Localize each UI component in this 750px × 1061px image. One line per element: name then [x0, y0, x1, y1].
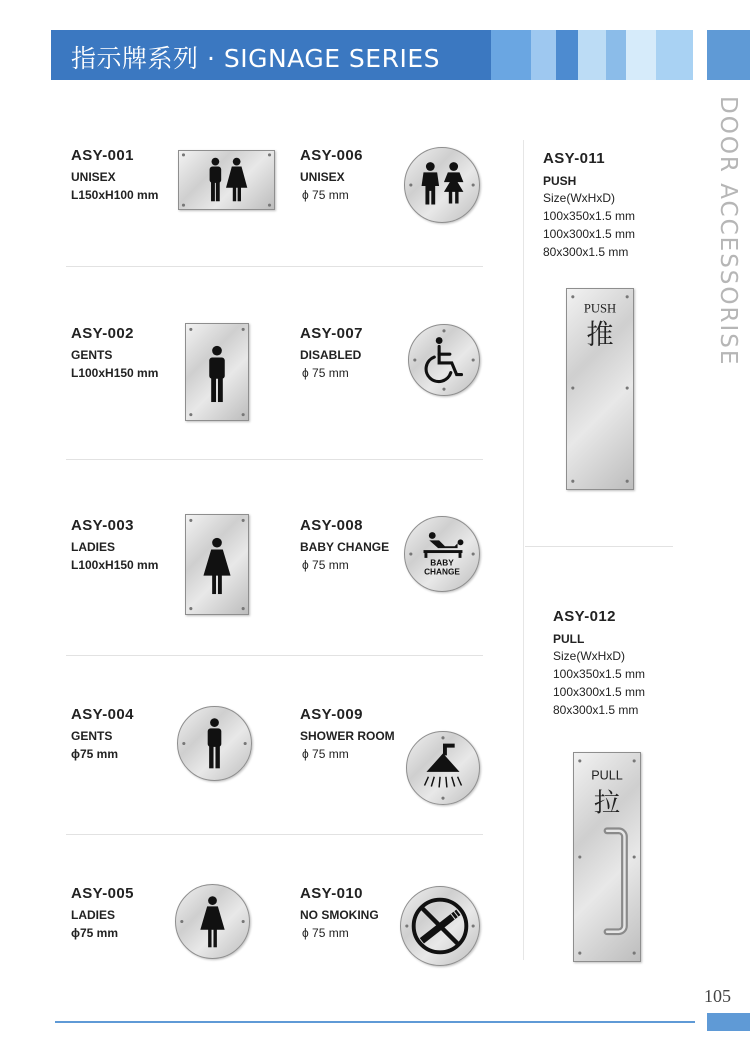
product-code: ASY-001 — [71, 147, 134, 164]
ladies-sign-plate — [185, 514, 249, 615]
gents-round-plate — [177, 706, 252, 781]
product-size: ϕ 75 mm — [302, 558, 349, 572]
header-stripe — [531, 30, 556, 80]
ladies-round-plate — [175, 884, 250, 959]
header-stripe — [626, 30, 656, 80]
product-name: PUSH — [543, 174, 577, 188]
product-size: ϕ75 mm — [71, 747, 119, 761]
plate-text: 推 — [586, 319, 614, 351]
no-smoking-icon — [401, 887, 479, 965]
product-name: BABY CHANGE — [300, 540, 390, 554]
product-size: 100x350x1.5 mm — [553, 667, 646, 681]
unisex-sign-plate — [178, 150, 275, 210]
page-title: 指示牌系列 · SIGNAGE SERIES — [71, 44, 441, 73]
product-size: 100x300x1.5 mm — [543, 227, 636, 241]
man-woman-icon — [179, 151, 274, 209]
header-stripe — [606, 30, 626, 80]
side-section-label: DOOR ACCESSORISE — [715, 96, 741, 367]
row-divider — [66, 834, 483, 835]
push-sign-icon — [567, 289, 633, 489]
product-size-label: Size(WxHxD) — [553, 649, 625, 663]
product-name: GENTS — [71, 348, 113, 362]
shower-icon — [407, 732, 479, 804]
product-name: LADIES — [71, 908, 116, 922]
product-size: L100xH150 mm — [71, 558, 159, 572]
product-size: 80x300x1.5 mm — [543, 245, 629, 259]
product-size: 100x300x1.5 mm — [553, 685, 646, 699]
product-code: ASY-003 — [71, 517, 134, 534]
plate-text: BABY — [430, 558, 454, 568]
header-stripe — [578, 30, 606, 80]
woman-icon — [186, 515, 248, 614]
baby-change-icon — [405, 517, 479, 591]
gents-sign-plate — [185, 323, 249, 421]
product-size: ϕ 75 mm — [302, 366, 349, 380]
push-plate — [566, 288, 634, 490]
product-code: ASY-004 — [71, 706, 134, 723]
product-code: ASY-002 — [71, 325, 134, 342]
no-smoking-round-plate — [400, 886, 480, 966]
product-code: ASY-007 — [300, 325, 363, 342]
plate-text: 拉 — [593, 788, 621, 819]
pull-plate — [573, 752, 641, 962]
pull-handle-icon — [574, 753, 640, 961]
page-number: 105 — [704, 986, 731, 1006]
header-stripe — [656, 30, 693, 80]
product-code: ASY-009 — [300, 706, 363, 723]
unisex-round-plate — [404, 147, 480, 223]
product-name: SHOWER ROOM — [300, 729, 395, 743]
product-code: ASY-005 — [71, 885, 134, 902]
product-name: DISABLED — [300, 348, 362, 362]
row-divider — [66, 459, 483, 460]
product-name: NO SMOKING — [300, 908, 379, 922]
product-name: LADIES — [71, 540, 116, 554]
product-code: ASY-011 — [543, 150, 606, 167]
product-code: ASY-008 — [300, 517, 363, 534]
product-code: ASY-006 — [300, 147, 363, 164]
wheelchair-icon — [409, 325, 479, 395]
baby-change-round-plate — [404, 516, 480, 592]
product-size: ϕ 75 mm — [302, 747, 349, 761]
product-name: PULL — [553, 632, 585, 646]
row-divider — [66, 266, 483, 267]
plate-text: PUSH — [583, 301, 617, 316]
product-size: L150xH100 mm — [71, 188, 159, 202]
product-code: ASY-012 — [553, 608, 616, 625]
product-size: 100x350x1.5 mm — [543, 209, 636, 223]
product-name: UNISEX — [71, 170, 116, 184]
product-name: GENTS — [71, 729, 113, 743]
plate-text: CHANGE — [424, 567, 460, 577]
product-size: ϕ 75 mm — [302, 188, 349, 202]
plate-text: PULL — [591, 768, 623, 783]
column-divider — [523, 140, 524, 960]
product-name: UNISEX — [300, 170, 345, 184]
footer-tab — [707, 1013, 750, 1031]
header-stripe — [491, 30, 531, 80]
product-size-label: Size(WxHxD) — [543, 191, 615, 205]
row-divider — [66, 655, 483, 656]
man-woman-icon — [405, 148, 479, 222]
header-tab — [707, 30, 750, 80]
header-stripe — [556, 30, 578, 80]
product-size: ϕ 75 mm — [302, 926, 349, 940]
row-divider — [525, 546, 673, 547]
product-size: ϕ75 mm — [71, 926, 119, 940]
disabled-round-plate — [408, 324, 480, 396]
product-code: ASY-010 — [300, 885, 363, 902]
product-size: L100xH150 mm — [71, 366, 159, 380]
shower-round-plate — [406, 731, 480, 805]
man-icon — [186, 324, 248, 420]
product-size: 80x300x1.5 mm — [553, 703, 639, 717]
header-banner — [51, 30, 693, 80]
footer-rule — [55, 1021, 695, 1023]
woman-icon — [176, 885, 249, 958]
man-icon — [178, 707, 251, 780]
